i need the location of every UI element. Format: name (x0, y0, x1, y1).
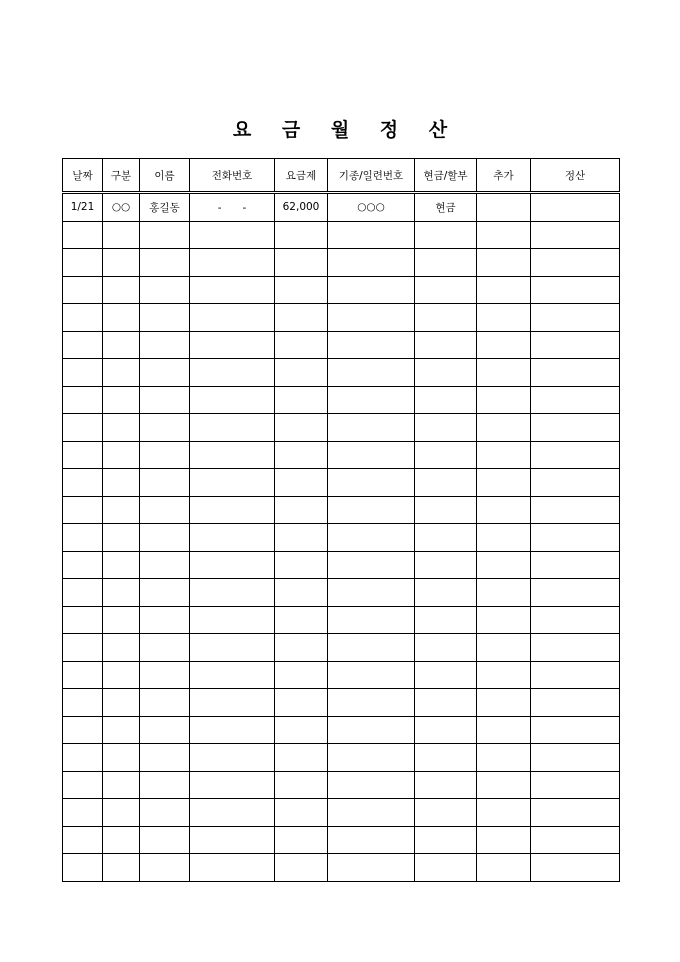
table-row (63, 744, 620, 772)
extra-cell (477, 193, 531, 222)
name-cell: 홍길동 (140, 193, 190, 222)
model-serial-cell (328, 524, 415, 552)
date-cell (63, 386, 103, 414)
model-serial-cell (328, 689, 415, 717)
category-cell (103, 689, 140, 717)
plan-cell (275, 716, 328, 744)
phone-cell (190, 799, 275, 827)
category-cell (103, 716, 140, 744)
table-row (63, 249, 620, 277)
plan-cell (275, 359, 328, 387)
table-row (63, 826, 620, 854)
payment-cell (415, 386, 477, 414)
extra-cell (477, 304, 531, 332)
model-serial-cell (328, 249, 415, 277)
extra-cell (477, 689, 531, 717)
settlement-cell (531, 826, 620, 854)
plan-cell (275, 221, 328, 249)
extra-cell (477, 524, 531, 552)
settlement-cell (531, 441, 620, 469)
name-cell (140, 634, 190, 662)
model-serial-cell (328, 496, 415, 524)
table-row (63, 276, 620, 304)
date-cell: 1/21 (63, 193, 103, 222)
table-row (63, 799, 620, 827)
plan-cell (275, 441, 328, 469)
settlement-cell (531, 634, 620, 662)
model-serial-cell (328, 221, 415, 249)
model-serial-cell (328, 276, 415, 304)
date-cell (63, 771, 103, 799)
table-row (63, 854, 620, 882)
model-serial-cell (328, 716, 415, 744)
extra-cell (477, 579, 531, 607)
name-cell (140, 496, 190, 524)
extra-cell (477, 331, 531, 359)
settlement-cell (531, 854, 620, 882)
table-row (63, 689, 620, 717)
model-serial-cell (328, 826, 415, 854)
header-row (63, 159, 620, 193)
settlement-cell (531, 606, 620, 634)
model-serial-cell (328, 551, 415, 579)
plan-cell (275, 854, 328, 882)
category-cell (103, 496, 140, 524)
payment-cell (415, 249, 477, 277)
phone-cell (190, 469, 275, 497)
plan-cell (275, 579, 328, 607)
extra-cell (477, 441, 531, 469)
name-cell (140, 689, 190, 717)
table-row (63, 496, 620, 524)
payment-cell (415, 359, 477, 387)
payment-cell (415, 634, 477, 662)
name-cell (140, 441, 190, 469)
phone-cell (190, 386, 275, 414)
table-row (63, 469, 620, 497)
extra-cell (477, 744, 531, 772)
name-cell (140, 359, 190, 387)
date-cell (63, 716, 103, 744)
settlement-cell (531, 524, 620, 552)
category-cell (103, 221, 140, 249)
category-cell (103, 276, 140, 304)
date-cell (63, 496, 103, 524)
date-cell (63, 304, 103, 332)
table-row (63, 414, 620, 442)
table-row (63, 304, 620, 332)
column-header-name: 이름 (140, 159, 190, 193)
table-row (63, 331, 620, 359)
date-cell (63, 661, 103, 689)
name-cell (140, 331, 190, 359)
settlement-cell (531, 469, 620, 497)
name-cell (140, 249, 190, 277)
extra-cell (477, 716, 531, 744)
name-cell (140, 606, 190, 634)
phone-cell (190, 414, 275, 442)
plan-cell (275, 744, 328, 772)
category-cell (103, 249, 140, 277)
phone-cell (190, 689, 275, 717)
column-header-model-serial: 기종/일련번호 (328, 159, 415, 193)
extra-cell (477, 359, 531, 387)
model-serial-cell (328, 854, 415, 882)
settlement-cell (531, 193, 620, 222)
payment-cell (415, 579, 477, 607)
plan-cell (275, 304, 328, 332)
date-cell (63, 441, 103, 469)
settlement-cell (531, 304, 620, 332)
phone-cell (190, 661, 275, 689)
date-cell (63, 469, 103, 497)
date-cell (63, 606, 103, 634)
column-header-phone: 전화번호 (190, 159, 275, 193)
name-cell (140, 276, 190, 304)
settlement-cell (531, 221, 620, 249)
plan-cell (275, 771, 328, 799)
name-cell (140, 771, 190, 799)
settlement-cell (531, 359, 620, 387)
phone-cell: - - (190, 193, 275, 222)
payment-cell (415, 414, 477, 442)
table-row (63, 193, 620, 222)
date-cell (63, 221, 103, 249)
column-header-settlement: 정산 (531, 159, 620, 193)
extra-cell (477, 469, 531, 497)
date-cell (63, 331, 103, 359)
payment-cell (415, 441, 477, 469)
column-header-plan: 요금제 (275, 159, 328, 193)
plan-cell (275, 634, 328, 662)
column-header-extra: 추가 (477, 159, 531, 193)
date-cell (63, 276, 103, 304)
category-cell (103, 386, 140, 414)
plan-cell (275, 469, 328, 497)
extra-cell (477, 276, 531, 304)
phone-cell (190, 441, 275, 469)
name-cell (140, 854, 190, 882)
name-cell (140, 744, 190, 772)
extra-cell (477, 606, 531, 634)
table-row (63, 606, 620, 634)
plan-cell (275, 551, 328, 579)
payment-cell (415, 524, 477, 552)
payment-cell (415, 716, 477, 744)
extra-cell (477, 661, 531, 689)
payment-cell (415, 276, 477, 304)
extra-cell (477, 496, 531, 524)
settlement-cell (531, 744, 620, 772)
category-cell (103, 826, 140, 854)
extra-cell (477, 771, 531, 799)
plan-cell: 62,000 (275, 193, 328, 222)
name-cell (140, 826, 190, 854)
phone-cell (190, 304, 275, 332)
name-cell (140, 414, 190, 442)
payment-cell (415, 744, 477, 772)
date-cell (63, 744, 103, 772)
category-cell (103, 579, 140, 607)
phone-cell (190, 551, 275, 579)
settlement-cell (531, 386, 620, 414)
category-cell (103, 634, 140, 662)
model-serial-cell (328, 661, 415, 689)
model-serial-cell (328, 606, 415, 634)
name-cell (140, 221, 190, 249)
date-cell (63, 826, 103, 854)
plan-cell (275, 331, 328, 359)
column-header-date: 날짜 (63, 159, 103, 193)
name-cell (140, 716, 190, 744)
page-title: 요 금 월 정 산 (232, 119, 460, 141)
phone-cell (190, 331, 275, 359)
category-cell (103, 304, 140, 332)
settlement-cell (531, 551, 620, 579)
date-cell (63, 634, 103, 662)
extra-cell (477, 221, 531, 249)
phone-cell (190, 854, 275, 882)
settlement-cell (531, 799, 620, 827)
settlement-cell (531, 249, 620, 277)
phone-cell (190, 634, 275, 662)
extra-cell (477, 386, 531, 414)
payment-cell (415, 221, 477, 249)
table-row (63, 524, 620, 552)
table-row (63, 359, 620, 387)
extra-cell (477, 826, 531, 854)
plan-cell (275, 524, 328, 552)
model-serial-cell (328, 331, 415, 359)
category-cell (103, 441, 140, 469)
date-cell (63, 551, 103, 579)
payment-cell (415, 799, 477, 827)
phone-cell (190, 524, 275, 552)
model-serial-cell (328, 304, 415, 332)
payment-cell (415, 689, 477, 717)
settlement-cell (531, 689, 620, 717)
name-cell (140, 799, 190, 827)
date-cell (63, 689, 103, 717)
date-cell (63, 249, 103, 277)
settlement-cell (531, 771, 620, 799)
model-serial-cell (328, 579, 415, 607)
category-cell (103, 414, 140, 442)
phone-cell (190, 606, 275, 634)
model-serial-cell (328, 414, 415, 442)
payment-cell (415, 496, 477, 524)
phone-cell (190, 716, 275, 744)
table-row (63, 579, 620, 607)
plan-cell (275, 496, 328, 524)
payment-cell (415, 826, 477, 854)
plan-cell (275, 249, 328, 277)
category-cell: ○○ (103, 193, 140, 222)
settlement-cell (531, 331, 620, 359)
column-header-category: 구분 (103, 159, 140, 193)
table-row (63, 661, 620, 689)
category-cell (103, 524, 140, 552)
name-cell (140, 524, 190, 552)
category-cell (103, 469, 140, 497)
extra-cell (477, 249, 531, 277)
phone-cell (190, 771, 275, 799)
payment-cell (415, 854, 477, 882)
payment-cell (415, 771, 477, 799)
category-cell (103, 854, 140, 882)
table-row (63, 386, 620, 414)
model-serial-cell (328, 386, 415, 414)
category-cell (103, 331, 140, 359)
extra-cell (477, 634, 531, 662)
payment-cell (415, 606, 477, 634)
table-row (63, 221, 620, 249)
table-row (63, 771, 620, 799)
payment-cell (415, 304, 477, 332)
date-cell (63, 359, 103, 387)
plan-cell (275, 386, 328, 414)
settlement-table (62, 158, 620, 882)
phone-cell (190, 276, 275, 304)
payment-cell: 현금 (415, 193, 477, 222)
model-serial-cell (328, 359, 415, 387)
category-cell (103, 744, 140, 772)
category-cell (103, 661, 140, 689)
name-cell (140, 579, 190, 607)
phone-cell (190, 496, 275, 524)
date-cell (63, 524, 103, 552)
phone-cell (190, 249, 275, 277)
phone-cell (190, 359, 275, 387)
category-cell (103, 606, 140, 634)
settlement-cell (531, 661, 620, 689)
plan-cell (275, 606, 328, 634)
date-cell (63, 414, 103, 442)
model-serial-cell (328, 634, 415, 662)
category-cell (103, 771, 140, 799)
extra-cell (477, 551, 531, 579)
table-row (63, 551, 620, 579)
column-header-payment: 현금/할부 (415, 159, 477, 193)
payment-cell (415, 661, 477, 689)
table-row (63, 634, 620, 662)
date-cell (63, 579, 103, 607)
model-serial-cell (328, 469, 415, 497)
table-row (63, 441, 620, 469)
payment-cell (415, 551, 477, 579)
settlement-cell (531, 414, 620, 442)
name-cell (140, 661, 190, 689)
extra-cell (477, 854, 531, 882)
name-cell (140, 469, 190, 497)
plan-cell (275, 276, 328, 304)
table-body (63, 193, 620, 882)
category-cell (103, 551, 140, 579)
model-serial-cell (328, 441, 415, 469)
date-cell (63, 854, 103, 882)
name-cell (140, 551, 190, 579)
extra-cell (477, 414, 531, 442)
date-cell (63, 799, 103, 827)
settlement-cell (531, 579, 620, 607)
plan-cell (275, 826, 328, 854)
phone-cell (190, 826, 275, 854)
settlement-cell (531, 496, 620, 524)
plan-cell (275, 661, 328, 689)
model-serial-cell (328, 744, 415, 772)
settlement-cell (531, 716, 620, 744)
category-cell (103, 359, 140, 387)
name-cell (140, 386, 190, 414)
plan-cell (275, 689, 328, 717)
settlement-cell (531, 276, 620, 304)
model-serial-cell (328, 771, 415, 799)
plan-cell (275, 799, 328, 827)
phone-cell (190, 221, 275, 249)
name-cell (140, 304, 190, 332)
category-cell (103, 799, 140, 827)
extra-cell (477, 799, 531, 827)
phone-cell (190, 744, 275, 772)
phone-cell (190, 579, 275, 607)
payment-cell (415, 331, 477, 359)
model-serial-cell (328, 799, 415, 827)
model-serial-cell: ○○○ (328, 193, 415, 222)
plan-cell (275, 414, 328, 442)
table-row (63, 716, 620, 744)
payment-cell (415, 469, 477, 497)
